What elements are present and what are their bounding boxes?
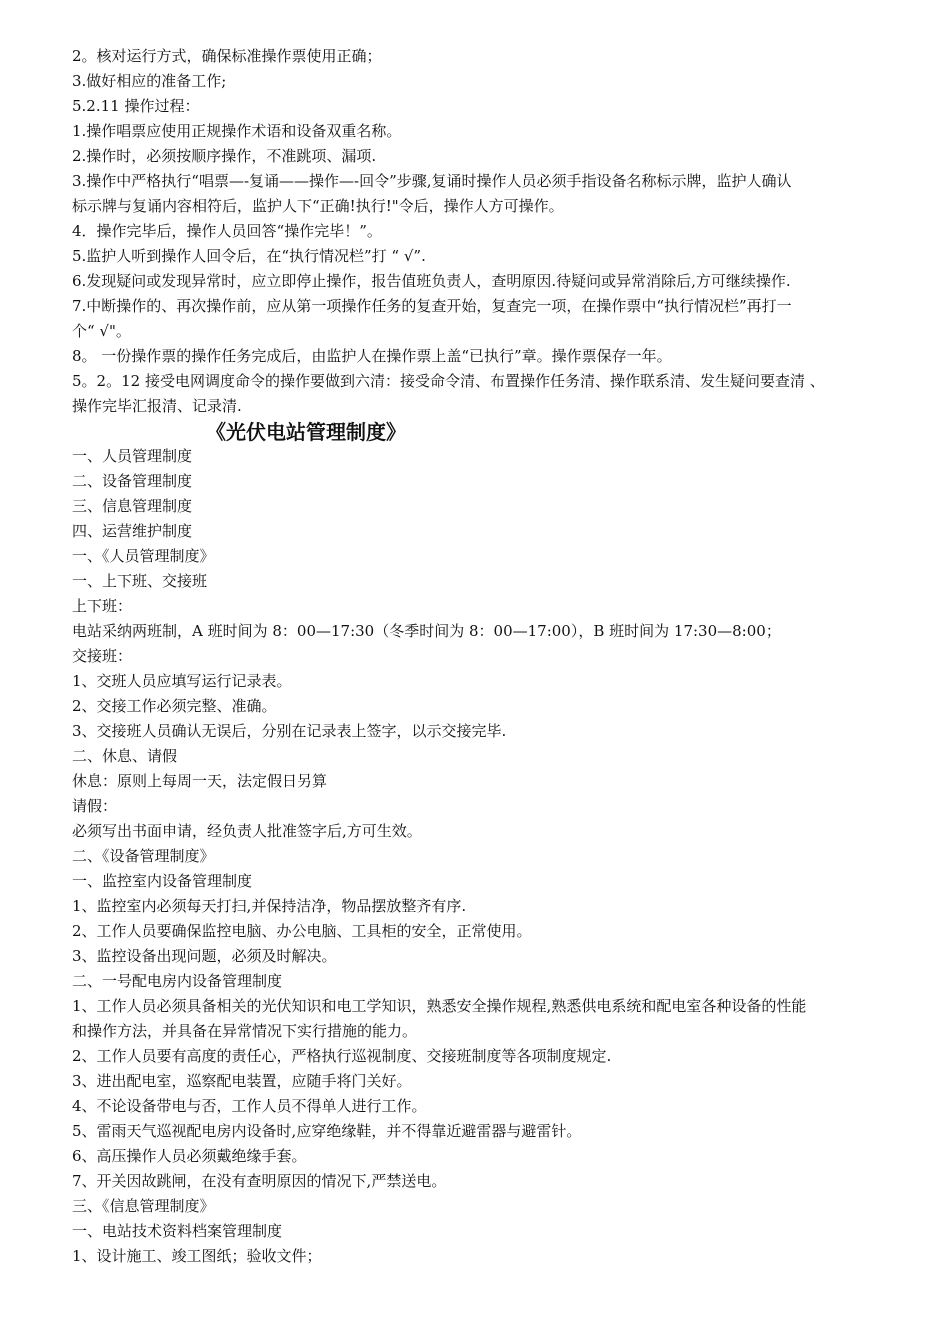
text-line: 和操作方法，并具备在异常情况下实行措施的能力。 bbox=[72, 1022, 418, 1040]
text-line: 1、工作人员必须具备相关的光伏知识和电工学知识，熟悉安全操作规程,熟悉供电系统和配电室各种设备的性能 bbox=[72, 997, 807, 1015]
text-line: 2、交接工作必须完整、准确。 bbox=[72, 697, 277, 715]
text-line: 5.监护人听到操作人回令后，在“执行情况栏”打 “ √”. bbox=[72, 247, 426, 265]
text-line: 6、高压操作人员必须戴绝缘手套。 bbox=[72, 1147, 307, 1165]
text-line: 2。核对运行方式，确保标准操作票使用正确； bbox=[72, 47, 382, 65]
section-heading: 三、《信息管理制度》 bbox=[72, 1197, 215, 1215]
text-line: 7.中断操作的、再次操作前，应从第一项操作任务的复查开始，复查完一项，在操作票中“执行情况栏”再打一 bbox=[72, 297, 792, 315]
section-heading: 5.2.11 操作过程： bbox=[72, 97, 200, 115]
subsection-heading: 二、一号配电房内设备管理制度 bbox=[72, 972, 283, 990]
text-line: 3、交接班人员确认无误后，分别在记录表上签字，以示交接完毕. bbox=[72, 722, 507, 740]
text-line: 必须写出书面申请，经负责人批准签字后,方可生效。 bbox=[72, 822, 422, 840]
text-line: 7、开关因故跳闸，在没有查明原因的情况下,严禁送电。 bbox=[72, 1172, 447, 1190]
procedure-section bbox=[72, 44, 890, 419]
text-line: 3、进出配电室，巡察配电装置，应随手将门关好。 bbox=[72, 1072, 412, 1090]
text-line: 1、交班人员应填写运行记录表。 bbox=[72, 672, 292, 690]
text-line: 1、设计施工、竣工图纸；验收文件； bbox=[72, 1247, 322, 1265]
text-line: 休息：原则上每周一天，法定假日另算 bbox=[72, 772, 328, 790]
subsection-heading: 一、监控室内设备管理制度 bbox=[72, 872, 253, 890]
text-line: 4．操作完毕后，操作人员回答“操作完毕！”。 bbox=[72, 222, 382, 240]
text-line: 5。2。12 接受电网调度命令的操作要做到六清：接受命令清、布置操作任务清、操作联系清、发生疑问要查清 、 bbox=[72, 372, 825, 390]
text-line: 电站采纳两班制，A 班时间为 8：00—17:30（冬季时间为 8：00—17:00），B 班时间为 17:30—8:00； bbox=[72, 622, 781, 640]
text-line: 三、信息管理制度 bbox=[72, 497, 193, 515]
text-line: 上下班： bbox=[72, 597, 133, 615]
subsection-heading: 一、上下班、交接班 bbox=[72, 572, 208, 590]
text-line: 3.做好相应的准备工作; bbox=[72, 72, 227, 90]
text-line: 交接班： bbox=[72, 647, 133, 665]
text-line: 5、雷雨天气巡视配电房内设备时,应穿绝缘鞋，并不得靠近避雷器与避雷针。 bbox=[72, 1122, 582, 1140]
text-line: 8。 一份操作票的操作任务完成后，由监护人在操作票上盖“已执行”章。操作票保存一年。 bbox=[72, 347, 672, 365]
subsection-heading: 一、电站技术资料档案管理制度 bbox=[72, 1222, 283, 1240]
text-line: 2、工作人员要有高度的责任心，严格执行巡视制度、交接班制度等各项制度规定. bbox=[72, 1047, 612, 1065]
text-line: 1.操作唱票应使用正规操作术语和设备双重名称。 bbox=[72, 122, 402, 140]
subsection-heading: 二、休息、请假 bbox=[72, 747, 178, 765]
text-line: 3.操作中严格执行“唱票—-复诵——操作—-回令”步骤,复诵时操作人员必须手指设备名称标示牌，监护人确认 bbox=[72, 172, 792, 190]
text-line: 个“ √"。 bbox=[72, 322, 131, 340]
text-line: 6.发现疑问或发现异常时，应立即停止操作，报告值班负责人，查明原因.待疑问或异常消除后,方可继续操作. bbox=[72, 272, 791, 290]
text-line: 标示牌与复诵内容相符后，监护人下“正确!执行!"令后，操作人方可操作。 bbox=[72, 197, 564, 215]
text-line: 二、设备管理制度 bbox=[72, 472, 193, 490]
text-line: 2、工作人员要确保监控电脑、办公电脑、工具柜的安全，正常使用。 bbox=[72, 922, 532, 940]
text-line: 4、不论设备带电与否，工作人员不得单人进行工作。 bbox=[72, 1097, 427, 1115]
text-line: 1、监控室内必须每天打扫,并保持洁净，物品摆放整齐有序. bbox=[72, 897, 467, 915]
document-title: 《光伏电站管理制度》 bbox=[206, 420, 406, 444]
text-line: 请假： bbox=[72, 797, 118, 815]
text-line: 2.操作时，必须按顺序操作，不准跳项、漏项. bbox=[72, 147, 377, 165]
text-line: 操作完毕汇报清、记录清. bbox=[72, 397, 242, 415]
text-line: 一、人员管理制度 bbox=[72, 447, 193, 465]
text-line: 3、监控设备出现问题，必须及时解决。 bbox=[72, 947, 337, 965]
section-heading: 二、《设备管理制度》 bbox=[72, 847, 215, 865]
section-heading: 一、《人员管理制度》 bbox=[72, 547, 215, 565]
text-line: 四、运营维护制度 bbox=[72, 522, 193, 540]
management-rules-section bbox=[72, 444, 890, 1269]
